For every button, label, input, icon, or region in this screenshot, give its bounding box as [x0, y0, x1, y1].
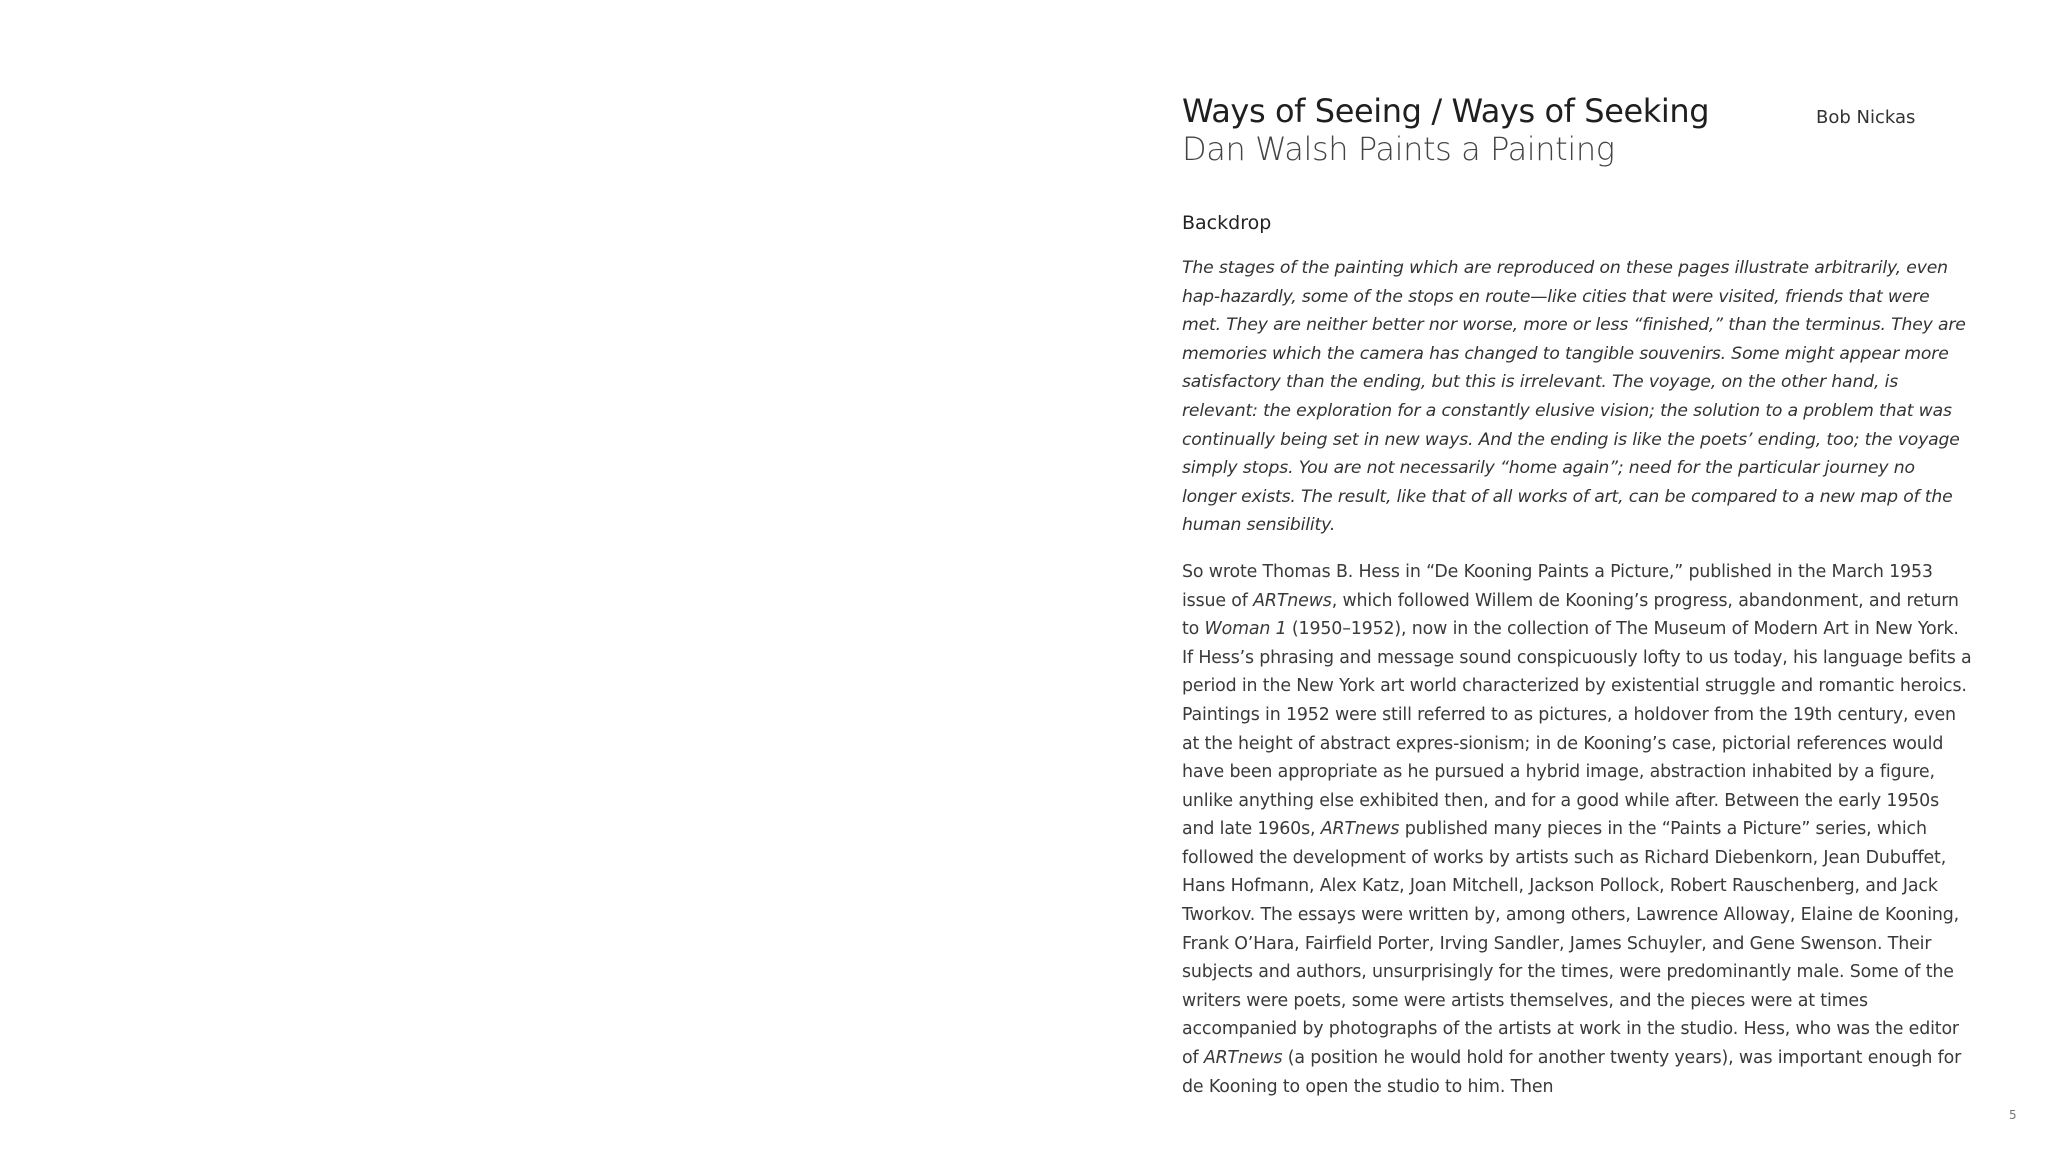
section-heading: Backdrop — [1182, 212, 1272, 234]
page-number: 5 — [2009, 1108, 2017, 1122]
text-column — [1182, 92, 1972, 1119]
body-text-run: (a position he would hold for another twenty years), was important enough for de Kooning to open the studio to him. Then — [1182, 1048, 1962, 1097]
publication-name: ARTnews — [1203, 1048, 1283, 1069]
publication-name: ARTnews — [1320, 819, 1400, 840]
essay-title: Ways of Seeing / Ways of Seeking — [1182, 92, 1710, 130]
body-text-run: , which followed Willem de Kooning’s progress, abandonment, and return to — [1182, 590, 1959, 640]
epigraph-quote: The stages of the painting which are reproduced on these pages illustrate arbitrarily, even hap-hazardly, some of the stops en route—like cities that were visited, friends that were met. They are neither better nor worse, more or less “finished,” than the terminus. They are memories which the camera has changed to tangible souvenirs. Some might appear more satisfactory than the ending, but this is irrelevant. The voyage, on the other hand, is relevant: the exploration for a constantly elusive vision; the solution to a problem that was continually being set in new ways. And the ending is like the poets’ ending, too; the voyage simply stops. You are not necessarily “home again”; need for the particular journey no longer exists. The result, like that of all works of art, can be compared to a new map of the human sensibility. — [1182, 258, 1966, 536]
author-name: Bob Nickas — [1816, 107, 1916, 128]
body-paragraph — [1182, 558, 1972, 1101]
body-text-run: So wrote Thomas B. Hess in “De Kooning Paints a Picture,” published in the March 1953 issue of — [1182, 561, 1933, 611]
body-text-run: published many pieces in the “Paints a Picture” series, which followed the development of works by artists such as Richard Diebenkorn, Jean Dubuffet, Hans Hofmann, Alex Katz, Joan Mitchell, Jackson Pollock, Robert Rauschenberg, and Jack Tworkov. The essays were written by, among others, Lawrence Alloway, Elaine de Kooning, Frank O’Hara, Fairfield Porter, Irving Sandler, James Schuyler, and Gene Swenson. Their subjects and authors, unsurprisingly for the times, were predominantly male. Some of the writers were poets, some were artists themselves, and the pieces were at times accompanied by photographs of the artists at work in the studio. Hess, who was the editor of — [1182, 819, 1960, 1069]
body-text-run: (1950–1952), now in the collection of The Museum of Modern Art in New York. If Hess’s phrasing and message sound conspicuously lofty to us today, his language befits a period in the New York art world characterized by existential struggle and romantic heroics. Paintings in 1952 were still referred to as pictures, a holdover from the 19th century, even at the height of abstract expres-sionism; in de Kooning’s case, pictorial references would have been appropriate as he pursued a hybrid image, abstraction inhabited by a figure, unlike anything else exhibited then, and for a good while after. Between the early 1950s and late 1960s, — [1182, 619, 1972, 840]
essay-subtitle: Dan Walsh Paints a Painting — [1182, 130, 1615, 168]
right-page — [1024, 0, 2048, 1158]
publication-name: ARTnews — [1253, 590, 1332, 611]
artwork-title: Woman 1 — [1204, 619, 1287, 640]
